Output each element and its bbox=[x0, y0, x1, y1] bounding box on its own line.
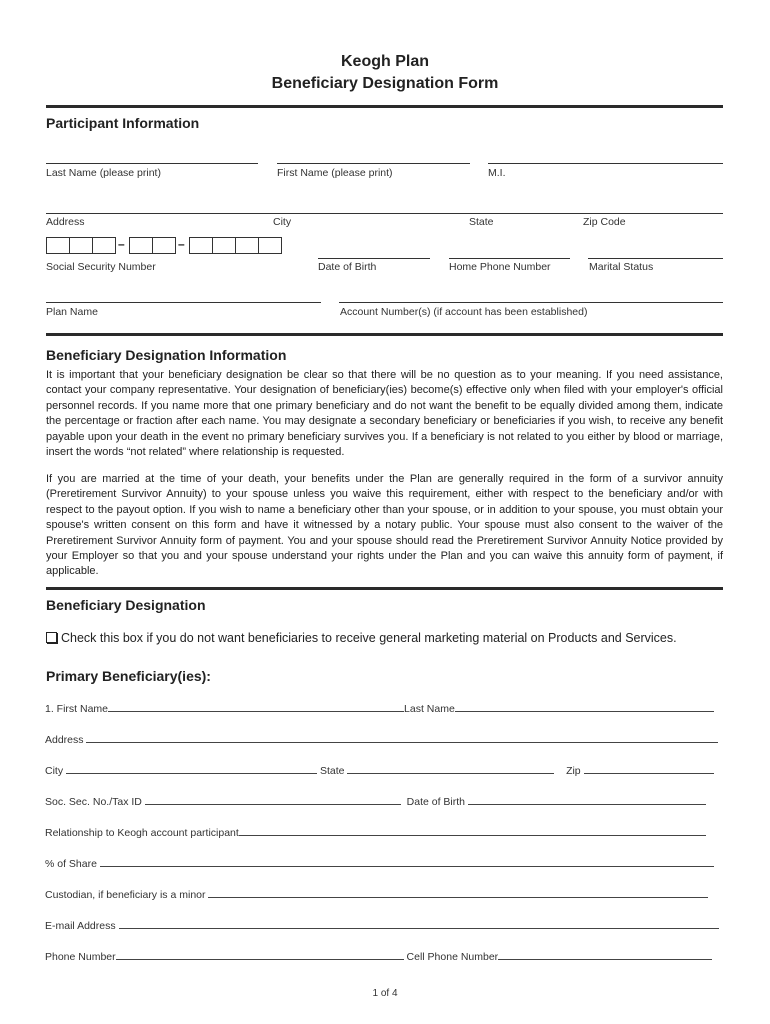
primary-last-name-label: Last Name bbox=[404, 703, 455, 715]
primary-zip-field[interactable] bbox=[584, 763, 714, 774]
marketing-optout-checkbox[interactable] bbox=[46, 632, 57, 643]
ssn-label: Social Security Number bbox=[46, 261, 156, 273]
primary-state-field[interactable] bbox=[347, 763, 554, 774]
primary-dob-label: Date of Birth bbox=[406, 796, 466, 808]
dob-label: Date of Birth bbox=[318, 261, 377, 273]
designation-info-paragraph-2: If you are married at the time of your death, your benefits under the Plan are generally required in the form of a survivor annuity (Preretirement Survivor Annuity) to your spouse unless you waive this requirement, either with respect to the beneficiary and/or with respect to the payout option. If you wish to name a beneficiary other than your spouse, or in addition to your spouse, you must obtain your spouse's written consent on this form and have it witnessed by a notary public. Your spouse must also consent to the waiver of the Preretirement Survivor Annuity form of payment. You and your spouse should read the Preretirement Survivor Annuity Notice provided by your Employer so that you and your spouse understand your rights under the Plan and you can waive this annuity form of payment, if applicable. bbox=[46, 473, 723, 578]
mi-label: M.I. bbox=[488, 167, 506, 179]
primary-custodian-row bbox=[45, 887, 722, 901]
address-label: Address bbox=[46, 216, 85, 228]
designation-info-heading: Beneficiary Designation Information bbox=[46, 347, 287, 363]
primary-city-label: City bbox=[45, 765, 64, 777]
form-title-line2: Beneficiary Designation Form bbox=[271, 75, 499, 92]
primary-share-label: % of Share bbox=[45, 858, 97, 870]
home-phone-field[interactable] bbox=[449, 258, 570, 259]
plan-name-label: Plan Name bbox=[46, 306, 98, 318]
primary-relationship-row bbox=[45, 825, 722, 839]
primary-city-row bbox=[45, 763, 722, 777]
primary-last-name-field[interactable] bbox=[455, 701, 714, 712]
designation-heading: Beneficiary Designation bbox=[46, 597, 206, 613]
ssn-dash: – bbox=[178, 237, 185, 251]
dob-field[interactable] bbox=[318, 258, 430, 259]
address-line-field[interactable] bbox=[46, 213, 723, 214]
state-label: State bbox=[469, 216, 494, 228]
primary-first-name-field[interactable] bbox=[108, 701, 404, 712]
last-name-field[interactable] bbox=[46, 163, 258, 164]
primary-email-label: E-mail Address bbox=[45, 920, 116, 932]
primary-cell-label: Cell Phone Number bbox=[406, 951, 499, 963]
primary-phone-field[interactable] bbox=[116, 949, 404, 960]
first-name-field[interactable] bbox=[277, 163, 470, 164]
primary-phone-label: Phone Number bbox=[45, 951, 116, 963]
first-name-label: First Name (please print) bbox=[277, 167, 393, 179]
ssn-part2-input[interactable] bbox=[129, 237, 176, 254]
designation-info-paragraph-1: It is important that your beneficiary designation be clear so that there will be no question as to your meaning. If you need assistance, contact your company representative. Your designation of beneficiary(ies) become(s) effective only when filed with your employer's official personnel records. If you name more that one primary beneficiary and do not want the benefit to be equally divided among them, indicate the percentage or fraction after each name. You may designate a secondary beneficiary or beneficiaries if you wish, to receive any benefit payable upon your death in the event no primary beneficiary survives you. If a beneficiary is not related to you either by blood or marriage, insert the words “not related” where relationship is requested. bbox=[46, 369, 723, 459]
primary-name-row bbox=[45, 701, 722, 715]
primary-custodian-label: Custodian, if beneficiary is a minor bbox=[45, 889, 206, 901]
plan-name-field[interactable] bbox=[46, 302, 321, 303]
primary-state-label: State bbox=[319, 765, 345, 777]
ssn-part1-input[interactable] bbox=[46, 237, 116, 254]
primary-relationship-label: Relationship to Keogh account participant bbox=[45, 827, 239, 839]
ssn-dash: – bbox=[118, 237, 125, 251]
page-number: 1 of 4 bbox=[372, 988, 398, 999]
zip-label: Zip Code bbox=[583, 216, 626, 228]
primary-beneficiary-heading: Primary Beneficiary(ies): bbox=[46, 668, 211, 684]
account-number-label: Account Number(s) (if account has been established) bbox=[340, 306, 588, 318]
primary-address-label: Address bbox=[45, 734, 84, 746]
primary-zip-label: Zip bbox=[566, 765, 581, 777]
last-name-label: Last Name (please print) bbox=[46, 167, 161, 179]
primary-ssn-row bbox=[45, 794, 722, 808]
primary-email-row bbox=[45, 918, 722, 932]
primary-share-field[interactable] bbox=[100, 856, 714, 867]
divider bbox=[46, 105, 723, 108]
divider bbox=[46, 587, 723, 590]
city-label: City bbox=[273, 216, 292, 228]
account-number-field[interactable] bbox=[339, 302, 723, 303]
home-phone-label: Home Phone Number bbox=[449, 261, 551, 273]
marketing-optout-label: Check this box if you do not want beneficiaries to receive general marketing material on Products and Services. bbox=[61, 631, 677, 645]
primary-address-row bbox=[45, 732, 722, 746]
primary-relationship-field[interactable] bbox=[239, 825, 706, 836]
form-title-line1: Keogh Plan bbox=[340, 53, 429, 70]
participant-heading: Participant Information bbox=[46, 115, 200, 131]
primary-email-field[interactable] bbox=[119, 918, 719, 929]
marketing-optout-row bbox=[46, 631, 677, 645]
ssn-part3-input[interactable] bbox=[189, 237, 282, 254]
mi-field[interactable] bbox=[488, 163, 723, 164]
marital-status-field[interactable] bbox=[588, 258, 723, 259]
primary-city-field[interactable] bbox=[66, 763, 317, 774]
primary-cell-field[interactable] bbox=[498, 949, 712, 960]
marital-status-label: Marital Status bbox=[589, 261, 654, 273]
primary-dob-field[interactable] bbox=[468, 794, 706, 805]
primary-custodian-field[interactable] bbox=[208, 887, 708, 898]
divider bbox=[46, 333, 723, 336]
primary-phone-row bbox=[45, 949, 722, 963]
primary-ssn-field[interactable] bbox=[145, 794, 401, 805]
primary-share-row bbox=[45, 856, 722, 870]
primary-first-name-label: 1. First Name bbox=[45, 703, 109, 715]
primary-address-field[interactable] bbox=[86, 732, 718, 743]
primary-ssn-label: Soc. Sec. No./Tax ID bbox=[45, 796, 142, 808]
